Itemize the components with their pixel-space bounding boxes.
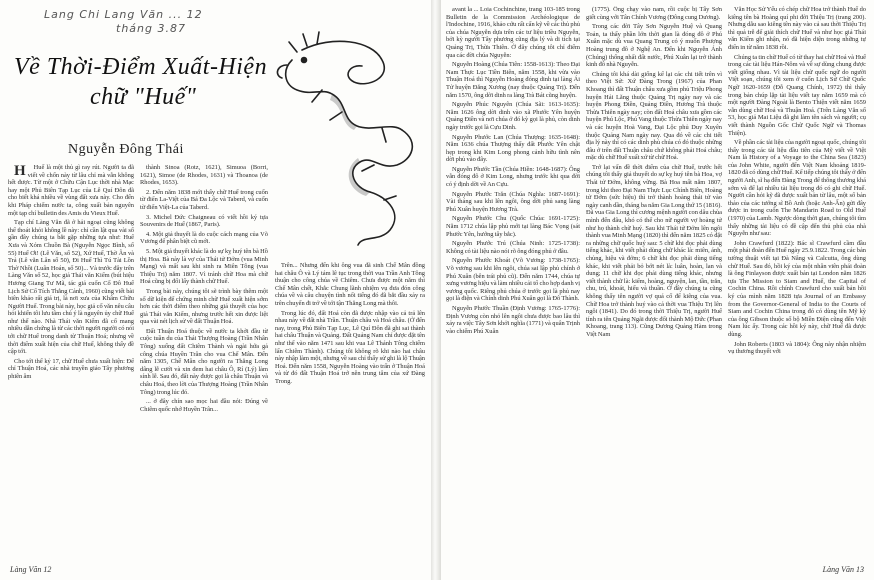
right-column-1 [446, 6, 580, 564]
paragraph: Chúng tôi khá dài giống kể lại các chi tiết trên vì theo Việt Sử: Xứ Đàng Trong (1967) của Phan Khoang thì đất Thuận châu xưa gồm phủ Triệu Phong huyện Hải Lăng thuộc Quảng Trị ngày nay và các huyện Phong Điền, Quảng Điền, Hương Trà thuộc Thừa Thiên ngày nay; còn đất Hoá châu xưa gồm các huyện Phú Lộc, Phú Vang thuộc Thừa Thiên ngày nay và các huyện Hoà Vang, Đại Lộc phủ Duy Xuyên thuộc Quảng Nam ngày nay. Qua đó về các chi tiết địa lý này thì có các dinh phủ chúa có đó thuộc những đâu ở trên đất Thuận châu chứ không phải Hoá châu; mặc dù chữ Huế xuất xứ từ chữ Hoá. [586, 70, 722, 162]
left-column-1 [8, 164, 134, 564]
paragraph: Tạp chí Làng Văn đã ở hải ngoại cũng không thể thoát khỏi không lề này: chỉ cần lật qua vài số gần đây chúng ta bắt gặp những tựa như: Huế Xưa và Xóm Chuồn Bà (Nguyễn Ngọc Bình, số 55) Huế Ơi! (Lê Văn, số 52), Xứ Huế, Thờ Ân và Trả (Lê văn Lân số 50), Đi Huế Thì Tú Tài Lồn Thờ Nhồi (Luân Hoán, số 50)... Và trước đây trên Làng Văn số 52, học giả Thái văn Kiểm (bút hiệu Hương Giang Tư Mã, tác giả cuốn Cố Đô Huế Lịch Sử Cổ Tích Thắng Cảnh, 1960) cũng viết bài biên khảo rất giá trị, là nơi xưa của Khâm Chữu Người Huế. Trong bài này, học giả cố văn nêu câu hỏi khiến tôi lưu tâm chú ý là nguyên ủy chữ Huế như thế nào. Nhà Thái văn Kiểm đã cố mang nhiều dẫn chứng là từ các thời người người có nói tới chữ Huế trong danh từ Thuận Hoá; nhưng về thời điểm xuất hiện của chữ Huế, không thấy đề cập tới. [8, 219, 134, 356]
paragraph: Nguyễn Phúc Nguyên (Chúa Sãi: 1613-1635): Năm 1626 ông dời dinh vào xã Phước Yên huyện Quảng Điền và nơi chúa ở đó kỳ gọi là phủ, còn dinh ngày trước gọi là Cựu Dinh. [446, 101, 580, 131]
paragraph: Về phần các tài liệu của người ngoại quốc, chúng tôi thấy trong các tài liệu đầu tiên của Mỹ viết về Việt Nam là History of a Voyage to the China Sea (1823) của John White, người đến Việt Nam khoảng 1819-1820 đã có dùng chữ Huế. Kế tiếp chúng tôi thấy ở đến người Anh, sĩ hạ đến Đàng Trong để thông thương khá sớm và để lại nhiều tài liệu trong đó có ghi chữ Huế. Người cần hỏi kỹ đã được xuất bản từ lâu, một số bản thảo của các tướng sĩ Bồ Anh (hoặc Anh-Ấn) gửi đây được in trong cuốn The Mandarin Road to Old Huế (1970) của Lamb. Ngược dòng thời gian, chúng tôi tìm thấy những tài liệu có đề cập đến thủ phủ của nhà Nguyễn như sau: [728, 139, 866, 238]
paragraph: avant la ... Loia Cochinchine, trang 103-185 trong Bulletin de la Commission Archéologique de l'Indochine, 1916, khảo cứu rất cẩn kỹ về các thủ phủ của chúa Nguyễn dựa trên các tư liệu triều Nguyễn, bởi kỳ người Tây phương cũng địa lý và di tích tại Quảng Trị, Thừa Thiên. Ở đây chúng tôi chỉ điểm qua các đời chúa Nguyễn: [446, 6, 580, 59]
paragraph: John Roberts (1803 và 1804): Ông này nhận nhiệm vụ thương thuyết với [728, 340, 866, 356]
paragraph: John Crawfurd (1822): Bác sĩ Crawfurd cầm đầu một phái đoàn đến Huế ngày 25.9.1822. Trong các bản tường thuật viết tại Đà Nẵng và Calcutta, ông dùng chữ Huế. Sau đó, hồi ký của một nhân viên phái đoàn là ông Finlayson được xuất bản tại London năm 1826 tựa The Mission to Siam and Huế, the Capital of Cochin China. Rồi chính Crawfurd cho xuất bản hồi ký của mình năm 1828 tựa Journal of an Embassy from the Governor-General of India to the Courts of Siam and Cochin China trong đó có dùng tên Mỹ kỳ của ông Gibson thuộc số bộ Miền Điện cũng đến Việt Nam lúc ấy. Trong các hồi ký này, chữ Huế đã được dùng. [728, 239, 866, 338]
paragraph: Nguyễn Hoàng (Chúa Tiên: 1558-1613): Theo Đại Nam Thực Lục Tiền Biên, năm 1558, khi vừa vào Thuận Hoá thì Nguyễn Hoàng đóng dinh tại làng Ái Tử huyện Đăng Xương (nay thuộc Quảng Trị). Đến năm 1570, ông dời dinh ra làng Trà Bát cũng huyện. [446, 61, 580, 99]
article-title-line1: Về Thời-Điểm Xuất-Hiện [14, 54, 268, 80]
paragraph: Trên... Nhưng đến khi ông vua đã sinh Chế Mân đồng hai châu Ô và Lý tám lê tục trong thời vua Trần Anh Tông thuận cho công chúa về Chiêm. Chưa được một năm thì Chế Mân chết, Khắc Chung lãnh nhiệm vụ đưa đón công chúa về và câu chuyện tình nổi tiếng đó đã bắt đầu xảy ra trên chuyến đi trở về tới tận Thăng Long mà thôi. [275, 262, 425, 307]
right-page [440, 0, 874, 580]
paragraph: H Huế là một thủ gì ray rút. Người ta đã viết về chốn này từ lâu chỉ mà vẫn không hết được. Từ một ở Chữu Cận Lục thời nhà Mạc hay một Phủ Biên Tạp Lục của Lê Quí Đôn đã cho biết khá nhiều về vùng đất xưa này. Cho đến khi Pháp chiếm nước ta, công xuất bản nguyên một tạp chí bulletin des Amis du Vieux Huế. [8, 164, 134, 217]
right-column-2 [586, 6, 722, 564]
paragraph: Nguyễn Phước Thuần (Định Vương: 1765-1776): Định Vương còn nhỏ lên ngôi chưa được bao lâu thì xảy ra việc Tây Sơn khởi nghĩa (1771) và quân Trịnh vào chiếm Phú Xuân [446, 304, 580, 335]
paragraph: Chúng ta tin chữ Huế có từ thay hai chữ Hoá và Huế trong các tài liệu Hán-Nôm và về sự dùng chung được viết giống nhau. Vì tài liệu chữ quốc ngữ do người Việt soạn, chúng tôi xem ở cuốn Lịch Sử Chữ Quốc Ngữ 1620-1659 (Đỗ Quang Chính, 1972) thì thấy trong bản chúp lặp tài liệu viết tay năm 1659 mà có một người Đàng Ngoài là Bento Thiện viết năm 1659 vẫn dùng chữ Hoá và Thuận Hoá. (Trên Làng Văn số 53, học giả Mai Liệu đã ghi làm tên sách và người; cụ viết thành Nguồn Gốc Chữ Quốc Ngữ và Thomas Thiện). [728, 53, 866, 137]
handwritten-note: Lang Chi Lang Văn ... 12 [44, 8, 203, 21]
paragraph: 4. Một giả thuyết là do cuộc cách mạng của Võ Vương để phân biệt cũ mới. [140, 230, 268, 246]
drop-cap: H [14, 164, 26, 179]
paragraph: Trong bài này, chúng tôi sẽ trình bày thêm một số dữ kiện để chứng minh chữ Huế xuất hiện sớm hơn các thời điểm theo những giả thuyết của học giả Thái văn Kiểm, nhưng trước hết xin được liệt qua vài nét lịch sử về đất Thuận Hoá. [140, 287, 268, 326]
paragraph: (1775). Ông chạy vào nam, rồi cuộc bị Tây Sơn giết cùng với Tân Chính Vương (Đông cung Dương). [586, 6, 722, 21]
paragraph: Trong các đời Tây Sơn Nguyễn Huệ và Quang Toản, ta thấy phần lớn thời gian là đóng đô ở Phú Xuân mặc dù vua Quang Trung có ý muốn Phượng Hoàng trung đô ở Nghệ An. Đến khi Nguyễn Ánh (Chúng) thống nhất đất nước, Phú Xuân lại trở thành kinh đô nhà Nguyễn. [586, 23, 722, 69]
paragraph: Nguyễn Phước Chu (Quốc Chúa: 1691-1725): Năm 1712 chúa lập phủ mới tại làng Bác Vọng (sát Phước Yên, hướng tây bắc). [446, 215, 580, 238]
handwritten-date: tháng 3.87 [116, 22, 186, 35]
paragraph: Nguyễn Phước Trăn (Chúa Nghĩa: 1687-1691): Vài tháng sau khi lên ngôi, ông dời phủ sang làng Phú Xuân huyện Hương Trà. [446, 190, 580, 213]
paragraph: Trong lúc đó, đất Hoá còn đã được nhập vào cả trả lên nhau này về đất nhà Trần. Thuận châu và Hoá châu. (Ở đến nay, trong Phủ Biên Tạp Lục, Lê Quí Đôn đã ghi sai thành hai châu Thuận và Quảng. Đất Quảng Nam chỉ được đặt tên như thế vào năm 1471 sau khi vua Lê Thánh Tông chiếm lấn Chiêm Thành). Chúng tôi không rõ khi nào hai châu này nhập làm một, nhưng về sau chỉ thấy sử ghi là lộ Thuận Hoá. Đến năm 1558, Nguyễn Hoàng vào trấn ở Thuận Hoá và từ đó đất Thuận Hoá trở nên trung tâm của xứ Đàng Trong. [275, 309, 425, 385]
paragraph: Cho tới thế kỷ 17, chữ Huế chưa xuất hiện: Để chỉ Thuận Hoá, các nhà truyền giáo Tây phương phiên âm [8, 357, 134, 381]
paragraph: 5. Một giả thuyết khác là do sự kỵ huý tên bà Hồ thị Hoa. Bà này là vợ của Thái tử Đởm (vua Minh Mạng) và mất sau khi sinh ra Miên Tông (vua Thiệu Trị) năm 1807. Vì tránh chữ Hoa mà chữ Hoá cũng bị đổi lấy thành chữ Huế. [140, 247, 268, 286]
paragraph: Nguyễn Phước Tần (Chúa Hiền: 1648-1687): Ông vẫn đóng đô ở Kim Long, nhưng trước khi qua đời có ý định dời về An Cựu. [446, 165, 580, 189]
dragon-illustration [262, 30, 444, 260]
paragraph: 3. Michel Đức Chaigneau có viết hồi ký tựa Souvenirs de Huế (1867, Paris). [140, 213, 268, 229]
page-number-left: Làng Văn 12 [10, 565, 52, 574]
paragraph: Nguyễn Phước Lan (Chúa Thượng: 1635-1648): Năm 1636 chúa Thượng thấy đất Phước Yên chật hẹp trong khi Kim Long phong cảnh hữu tình nên dời phủ vào đây. [446, 133, 580, 164]
page-number-right: Làng Văn 13 [822, 565, 864, 574]
paragraph: thành Sinoa (Rotz, 1621), Simuoa (Borri, 1621), Simoe (de Rhodes, 1631) và Thoanoa (de Rhodes, 1653). [140, 164, 268, 187]
paragraph: ... ở đây chín sao mọc hai đầu nói: Đúng về Chiêm quốc nhớ Huyền Trân... [140, 398, 268, 413]
left-page [0, 0, 432, 580]
left-column-3 [275, 262, 425, 564]
paragraph: Đất Thuận Hoá thuộc về nước ta khởi đầu từ cuộc tuần du của Thái Thượng Hoàng (Trần Nhân Tông) xuống đất Chiêm Thành và ngài hứa gả công chúa Huyền Trân cho vua Chế Mân. Đến năm 1305, Chế Mân cho người ra Thăng Long dâng lễ cưới và xin đem hai châu Ô, Rí (Lý) làm sính lễ. Sau đó, đất này được gọi là châu Thuận và châu Hoá, theo lời của Thượng Hoàng (Trần Nhân Tông) trong lúc đó. [140, 327, 268, 396]
article-title-line2: chữ "Huế" [90, 84, 197, 110]
paragraph: Văn Học Sử Yếu có chép chữ Hoa trở thành Huế do kiêng tên bà Hoàng quí phi đời Thiệu Trị (trang 200). Nhưng dẫu sao kiêng tên này vào cả sau thời Thiệu Trị thì quả trễ để giải thích chữ Huế và như học giả Thái văn Kiểm ghi nhận, nó đã hiện diện trong những tự điển in từ năm 1838 rồi. [728, 6, 866, 51]
paragraph: Nguyễn Phước Khoát (Võ Vương: 1738-1765): Võ vương sau khi lên ngôi, chúa sai lập phủ chính ở Phú Xuân (bên trái phủ cũ). Đến năm 1744, chúa tự xưng vương hiệu và làm nhiều cải tổ cho hợp danh vị vương quốc. Riêng phủ chúa ở trước gọi là phủ nay gọi là điện và Chính dinh Phú Xuân gọi là Đô Thành. [446, 257, 580, 303]
paragraph: Nguyễn Phước Trú (Chúa Ninh: 1725-1738): Không có tài liệu nào nói rõ ông đóng phủ ở đâu. [446, 240, 580, 255]
right-column-3 [728, 6, 866, 564]
paragraph: Trở lại vấn đề thời điểm của chữ Huế, trước hết chúng tôi thấy giả thuyết do sự kỵ huý tên bà Hoa, vợ Thái tử Đởm, không vững. Bà Hoa mất năm 1807, trong khi theo Đại Nam Thực Lục Chính Biên, Hoàng tử Đởm (sức hiệu) thì trở thành hoàng thái tử vào ngày canh dần, tháng ba năm Gia Long thứ 15 (1816). Đã vua Gia Long thì cương mệnh người con dâu chùa mình đến đâu, khó có thể cho nữ người vợ hoàng tử như họ thành chữ huý. Sau khi Thái tử Đởm lên ngôi thành vua Minh Mạng (1820) thì đến năm 1825 có đặt ra những chữ quốc huý sau: 5 chữ khi đọc phải dùng tiếng khác, khi viết phải dùng chữ khác là: miên, ánh, chủng, hiệu và đởm; 6 chữ khi đọc phải dùng tiếng khác, khi viết phải bỏ bớt nét là: luân, hoàn, lan và dung; 11 chữ khi đọc phải dùng tiếng khác, nhưng viết thành chữ là: kiểm, hoàng, nguyện, lan, tần, trăn, chu, trú, khoát, hiếu và thuần. Ở đây chúng ta cũng không thấy tên người vợ quá cố để kiêng của vua. Chữ Hoa trở thành huý vào cả thời vua Thiệu Trị lên ngôi (1841). Do đó trong thời Thiệu Trị, người Huế tính ra tên Quảng Ngãi được đổi thành Mộ Đức (Phan Khoang, trang 113). Cũng Dương Quảng Hàm trong Việt Nam [586, 163, 722, 338]
article-author: Nguyễn Đông Thái [68, 142, 184, 157]
left-column-2 [140, 164, 268, 564]
paragraph: 2. Đến năm 1838 mới thấy chữ Huế trong cuốn từ điển La-Việt của Bá Đa Lộc và Taberd, và cuốn từ điển Việt-La của Taberd. [140, 188, 268, 211]
